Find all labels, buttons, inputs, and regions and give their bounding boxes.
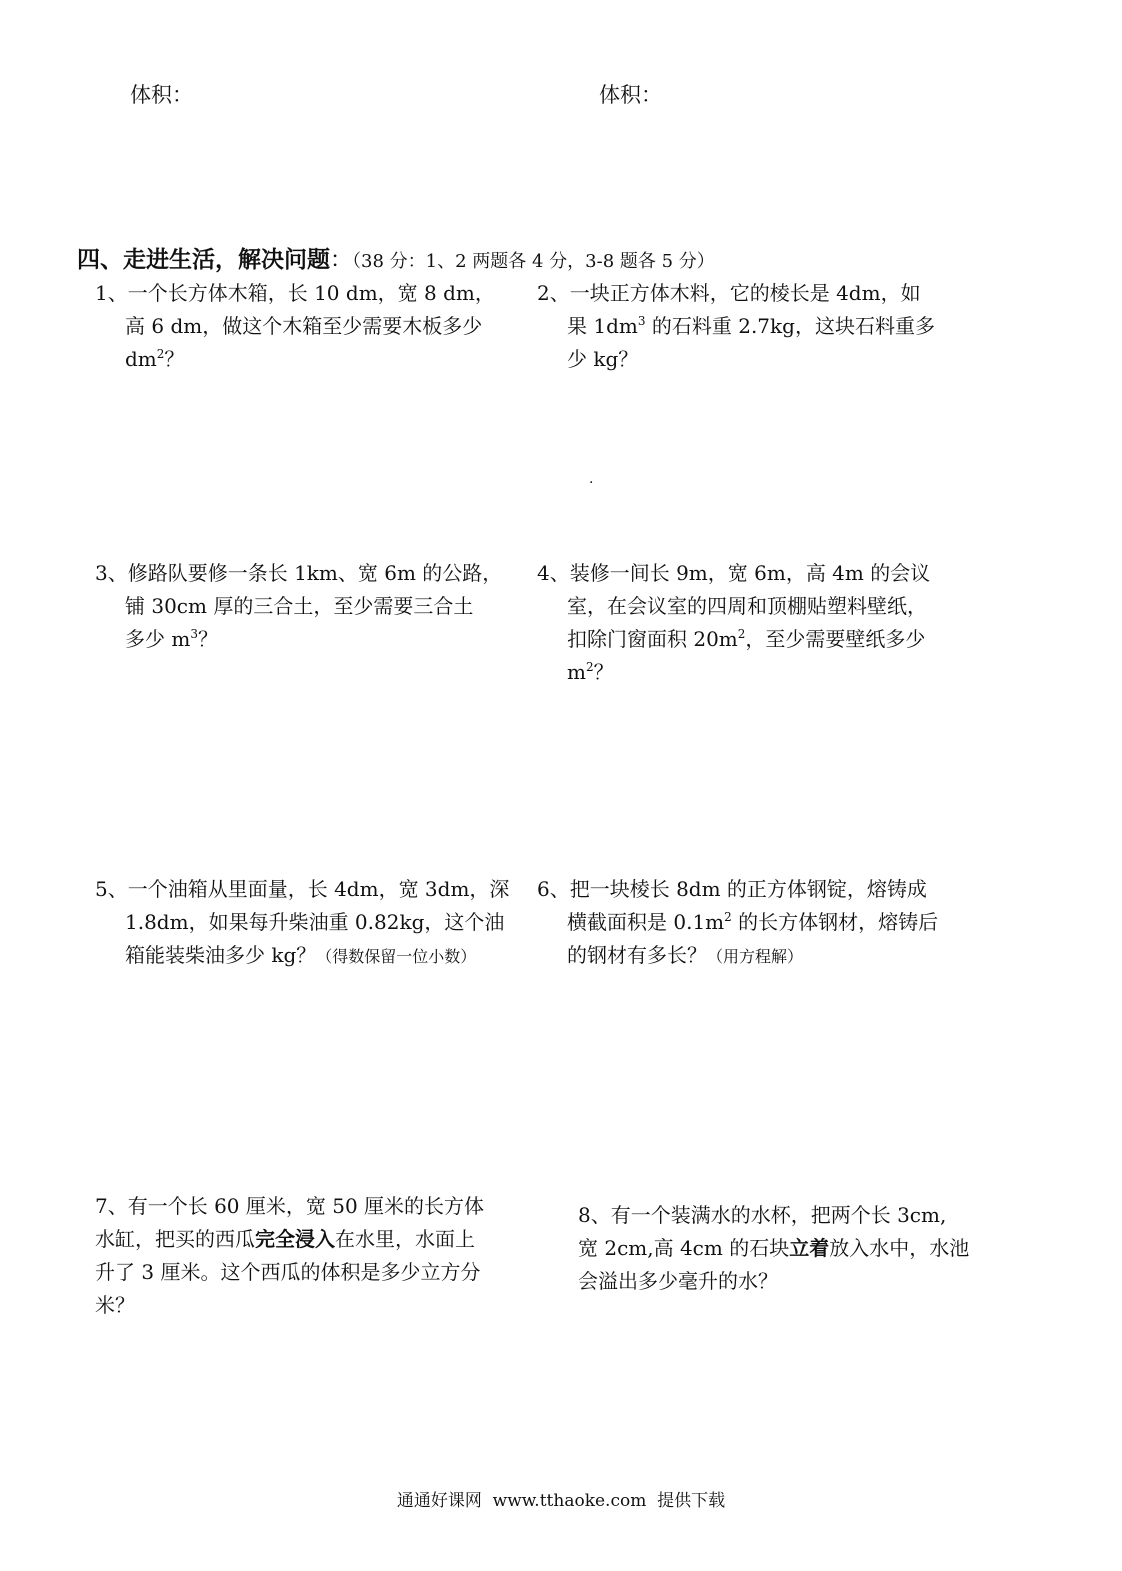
q1-exponent: 2 [156, 347, 165, 361]
question-6 [537, 873, 938, 973]
q4-question-mark: ？ [593, 660, 614, 684]
q4-line-3-rest: ，至少需要壁纸多少 [745, 627, 926, 651]
section-colon: ： [330, 248, 353, 273]
volume-label-right: 体积： [599, 83, 662, 107]
q7-line-2-start: 水缸，把买的西瓜 [95, 1227, 255, 1251]
q4-line-2: 室，在会议室的四周和顶棚贴塑料壁纸， [567, 594, 927, 618]
q1-question-mark: ？ [164, 347, 185, 371]
q4-unit-exponent: 2 [585, 660, 594, 674]
q7-line-3: 升了 3 厘米。这个西瓜的体积是多少立方分 [95, 1260, 481, 1284]
q2-unit: 果 1dm [567, 314, 638, 338]
section-points: （38 分：1、2 两题各 4 分，3-8 题各 5 分） [352, 251, 715, 272]
q5-line-1: 5、一个油箱从里面量，长 4dm，宽 3dm，深 [95, 877, 510, 901]
q8-line-3: 会溢出多少毫升的水？ [578, 1269, 778, 1293]
q5-line-3 [95, 939, 509, 973]
q6-note: （用方程解） [707, 947, 804, 966]
q6-area: 横截面积是 0.1m [567, 910, 725, 934]
q6-line-3 [537, 939, 938, 973]
question-5 [95, 873, 509, 973]
q5-line-3-text: 箱能装柴油多少 kg？ [125, 943, 317, 967]
q6-line-2-rest: 的长方体钢材，熔铸后 [731, 910, 939, 934]
q6-exponent: 2 [724, 910, 732, 924]
q2-line-3: 少 kg？ [567, 347, 639, 371]
section-title: 四、走进生活，解决问题 [77, 246, 330, 273]
q6-line-2 [537, 906, 938, 939]
q4-line-1: 4、装修一间长 9m，宽 6m，高 4m 的会议 [537, 561, 931, 585]
q5-line-2: 1.8dm，如果每升柴油重 0.82kg，这个油 [125, 910, 505, 934]
question-8 [578, 1199, 969, 1298]
q7-line-2-end: 在水里，水面上 [335, 1227, 475, 1251]
q3-line-1: 3、修路队要修一条长 1km、宽 6m 的公路， [95, 561, 503, 585]
q4-exponent: 2 [737, 627, 746, 641]
q7-line-2 [95, 1223, 484, 1256]
q4-area: 扣除门窗面积 20m [567, 627, 738, 651]
q4-unit: m [567, 660, 586, 684]
q8-line-2-start: 宽 2cm,高 4cm 的石块 [578, 1236, 790, 1260]
question-7 [95, 1190, 484, 1322]
section-heading [77, 241, 715, 274]
q1-line-1: 1、一个长方体木箱，长 10 dm，宽 8 dm， [95, 281, 495, 305]
q3-line-2: 铺 30cm 厚的三合土，至少需要三合土 [125, 594, 474, 618]
q2-line-1: 2、一块正方体木料，它的棱长是 4dm，如 [537, 281, 921, 305]
q3-line-3 [95, 623, 502, 656]
q7-line-4: 米？ [95, 1293, 135, 1317]
q2-exponent: 3 [637, 314, 646, 328]
q6-line-3-text: 的钢材有多长？ [567, 943, 707, 967]
q7-emphasis: 完全浸入 [255, 1227, 335, 1251]
question-3 [95, 557, 502, 656]
q1-unit: dm [125, 347, 157, 371]
q1-line-2: 高 6 dm，做这个木箱至少需要木板多少 [125, 314, 483, 338]
q3-question-mark: ？ [197, 627, 218, 651]
q6-line-1: 6、把一块棱长 8dm 的正方体钢锭，熔铸成 [537, 877, 927, 901]
q1-line-3 [95, 343, 495, 376]
question-2 [537, 277, 935, 376]
q8-line-2-end: 放入水中，水池 [829, 1236, 970, 1260]
q8-line-2 [578, 1232, 969, 1265]
footer-credit: 通通好课网 www.tthaoke.com 提供下载 [396, 1491, 726, 1511]
q8-emphasis: 立着 [789, 1236, 830, 1260]
stray-mark: · [589, 475, 594, 491]
q3-unit: 多少 m [125, 627, 191, 651]
q7-line-1: 7、有一个长 60 厘米，宽 50 厘米的长方体 [95, 1194, 485, 1218]
q5-note: （得数保留一位小数） [316, 947, 477, 966]
question-4 [537, 557, 930, 689]
q2-line-2-rest: 的石料重 2.7kg，这块石料重多 [645, 314, 935, 338]
volume-label-left: 体积： [130, 83, 193, 107]
q3-exponent: 3 [190, 627, 198, 641]
q4-line-3 [537, 623, 930, 656]
q4-line-4 [537, 656, 930, 689]
q8-line-1: 8、有一个装满水的水杯，把两个长 3cm, [578, 1203, 947, 1227]
q2-line-2 [537, 310, 935, 343]
question-1 [95, 277, 495, 376]
